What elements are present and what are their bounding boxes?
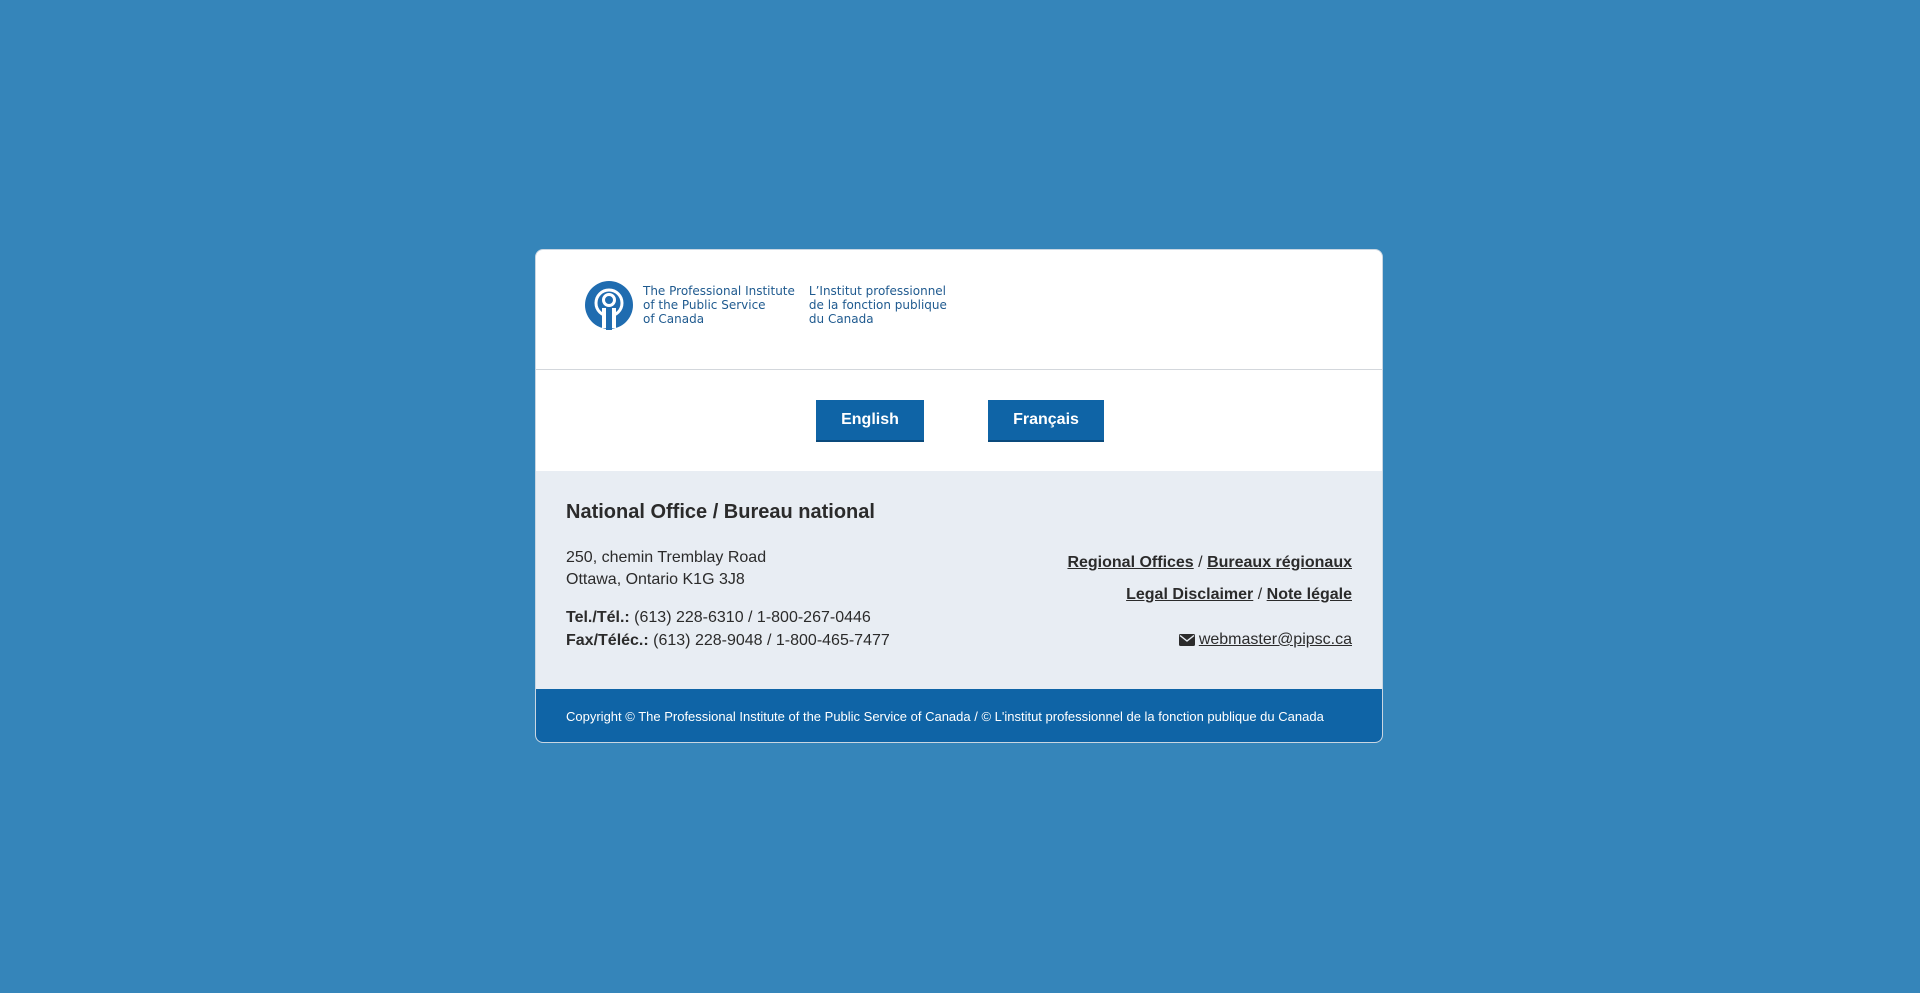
regional-offices-link[interactable]: Regional Offices bbox=[1067, 554, 1194, 571]
legal-disclaimer-link[interactable]: Legal Disclaimer bbox=[1126, 586, 1254, 603]
office-address bbox=[566, 547, 766, 591]
envelope-icon bbox=[1179, 634, 1195, 646]
pipsc-logo-icon bbox=[584, 280, 634, 330]
email-contact bbox=[1179, 631, 1352, 649]
pipsc-logo bbox=[584, 280, 947, 330]
logo-name-english: The Professional Institute of the Public Service of Canada bbox=[643, 284, 795, 326]
telephone-line bbox=[566, 606, 890, 629]
english-button[interactable]: English bbox=[816, 400, 924, 442]
webmaster-email-link[interactable]: webmaster@pipsc.ca bbox=[1198, 631, 1352, 648]
link-separator: / bbox=[1198, 554, 1203, 571]
footer-links bbox=[1067, 552, 1352, 616]
regional-offices-line bbox=[1067, 552, 1352, 574]
copyright-text: Copyright © The Professional Institute of the Public Service of Canada / © L'institut professionnel de la fonction publique du Canada bbox=[566, 709, 1324, 724]
logo-name-french: L’Institut professionnel de la fonction publique du Canada bbox=[808, 284, 947, 326]
link-separator: / bbox=[1257, 586, 1263, 603]
language-selector bbox=[536, 370, 1382, 471]
office-title: National Office / Bureau national bbox=[566, 501, 875, 523]
card-header bbox=[536, 250, 1382, 370]
address-line-1: 250, chemin Tremblay Road bbox=[566, 549, 767, 566]
fax-value: (613) 228-9048 / 1-800-465-7477 bbox=[653, 632, 890, 649]
fax-label: Fax/Téléc.: bbox=[566, 632, 649, 649]
legal-line bbox=[1067, 584, 1352, 606]
telephone-value: (613) 228-6310 / 1-800-267-0446 bbox=[634, 609, 871, 626]
address-line-2: Ottawa, Ontario K1G 3J8 bbox=[566, 571, 745, 588]
telephone-label: Tel./Tél.: bbox=[566, 609, 630, 626]
copyright-bar bbox=[536, 689, 1382, 743]
note-legale-link[interactable]: Note légale bbox=[1266, 586, 1352, 603]
contact-footer bbox=[536, 471, 1382, 689]
office-phones bbox=[566, 606, 890, 652]
fax-line bbox=[566, 629, 890, 652]
language-selection-card bbox=[535, 249, 1383, 743]
french-button[interactable]: Français bbox=[988, 400, 1104, 442]
bureaux-regionaux-link[interactable]: Bureaux régionaux bbox=[1207, 554, 1352, 571]
